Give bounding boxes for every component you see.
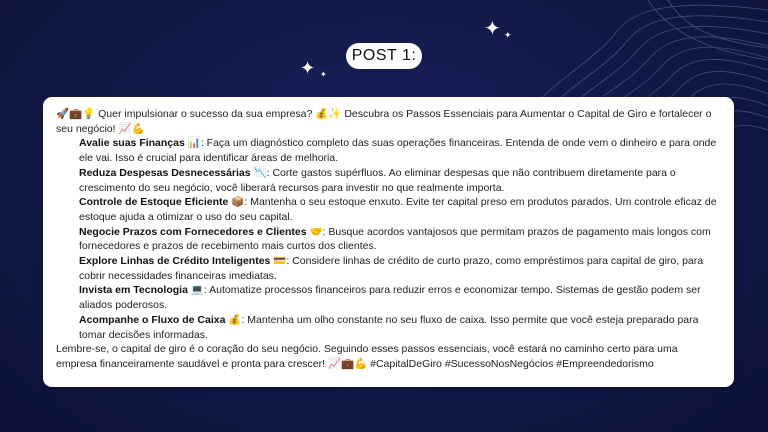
step-text: : Considere linhas de crédito de curto prazo, como empréstimos para capital de giro, para cobrir necessidades financeiras imediatas. [79, 255, 704, 282]
step-text: : Mantenha um olho constante no seu fluxo de caixa. Isso permite que você esteja preparado para tomar decisões informadas. [79, 313, 699, 341]
step-item [56, 313, 720, 342]
step-title: Avalie suas Finanças 📊 [79, 137, 201, 150]
step-text: : Busque acordos vantajosos que permitam prazos de pagamento mais longos com fornecedores e prazos de recebimento mais curtos dos clientes. [79, 225, 711, 253]
sparkle-icon: ✦ ✦ [484, 18, 512, 40]
step-item [56, 225, 720, 254]
step-item [56, 254, 720, 283]
sparkle-icon: ✦ ✦ [300, 58, 327, 79]
step-text: : Automatize processos financeiros para reduzir erros e economizar tempo. Sistemas de gestão podem ser aliados poderosos. [79, 284, 701, 312]
post-intro: 🚀💼💡 Quer impulsionar o sucesso da sua empresa? 💰✨ Descubra os Passos Essenciais para Aumentar o Capital de Giro e fortalecer o seu negócio! 📈💪 [56, 108, 712, 135]
step-text: : Mantenha o seu estoque enxuto. Evite ter capital preso em produtos parados. Um controle eficaz de estoque ajuda a otimizar o uso do seu capital. [79, 196, 717, 223]
post-number-badge: POST 1: [346, 43, 422, 69]
step-title: Explore Linhas de Crédito Inteligentes 💳 [79, 255, 287, 268]
post-text-card [43, 97, 734, 387]
step-title: Invista em Tecnologia 💻 [79, 284, 204, 297]
step-title: Negocie Prazos com Fornecedores e Clientes 🤝 [79, 225, 323, 238]
step-item [56, 136, 720, 165]
step-title: Controle de Estoque Eficiente 📦 [79, 196, 245, 209]
step-item [56, 283, 720, 312]
step-text: : Faça um diagnóstico completo das suas operações financeiras. Entenda de onde vem o dinheiro e para onde ele vai. Isso é crucial para identificar áreas de melhoria. [79, 137, 717, 165]
step-item [56, 166, 720, 195]
step-text: : Corte gastos supérfluos. Ao eliminar despesas que não contribuem diretamente para o crescimento do seu negócio, você liberará recursos para investir no que realmente importa. [79, 166, 676, 194]
step-item [56, 195, 720, 224]
step-title: Acompanhe o Fluxo de Caixa 💰 [79, 313, 242, 326]
post-closing: Lembre-se, o capital de giro é o coração do seu negócio. Seguindo esses passos essenciais, você estará no caminho certo para uma empresa financeiramente saudável e pronta para crescer! 📈💼💪 #CapitalDeGiro #SucessoNosNegócios #Empreendedorismo [56, 343, 678, 370]
step-title: Reduza Despesas Desnecessárias 📉 [79, 166, 267, 179]
